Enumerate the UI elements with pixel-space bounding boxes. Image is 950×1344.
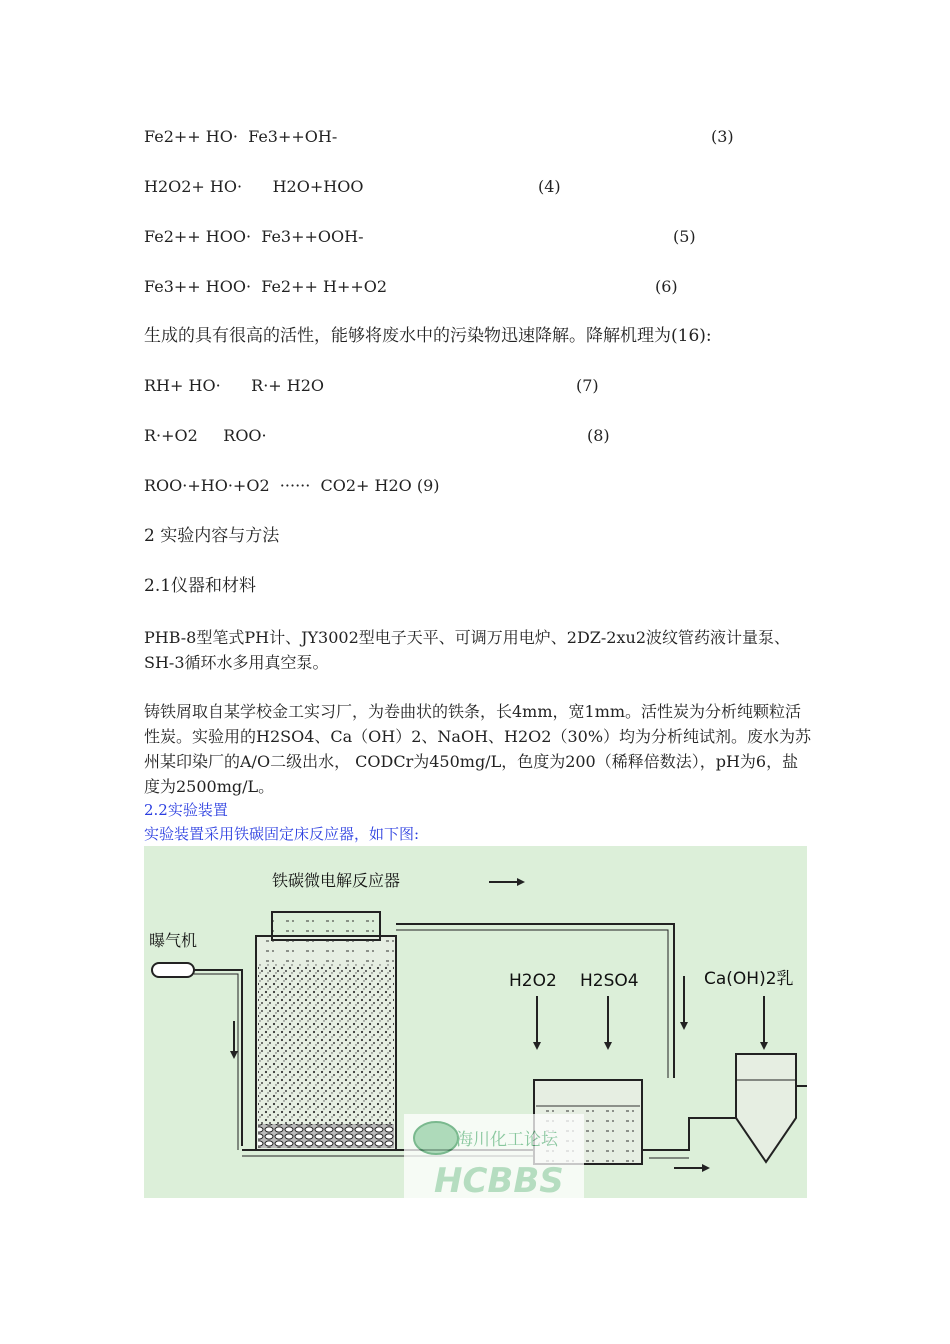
reactor-diagram — [144, 846, 807, 1198]
caoh-label: Ca(OH)2乳 — [704, 969, 794, 989]
equation-6: Fe3++ HOO· Fe2++ H++O2 — [144, 277, 388, 296]
aerator-label: 曝气机 — [149, 931, 198, 950]
equation-5-number: (5) — [673, 227, 696, 246]
aerator-icon — [152, 963, 194, 977]
materials-paragraph: 铸铁屑取自某学校金工实习厂，为卷曲状的铁条，长4mm，宽1mm。活性炭为分析纯颗粒活性炭。实验用的H2SO4、Ca（OH）2、NaOH、H2O2（30%）均为分析纯试剂。废水为苏州某印染厂的A/O二级出水， CODCr为450mg/L，色度为200（稀释倍数法），pH为6，盐度为2500mg/L。 — [144, 702, 812, 796]
watermark-en: HCBBS — [434, 1161, 564, 1198]
section-2-1-heading: 2.1仪器和材料 — [144, 576, 257, 596]
gravel-layer — [258, 1124, 394, 1148]
mechanism-intro: 生成的具有很高的活性，能够将废水中的污染物迅速降解。降解机理为(16): — [144, 326, 712, 346]
equation-7-number: (7) — [576, 376, 599, 395]
iron-carbon-filler — [258, 964, 394, 1124]
section-2-2-heading: 2.2实验装置 — [144, 801, 228, 819]
equation-6-number: (6) — [655, 277, 678, 296]
section-2-heading: 2 实验内容与方法 — [144, 526, 280, 546]
equation-8: R·+O2 ROO· — [144, 426, 267, 445]
watermark-logo — [404, 1114, 584, 1198]
h2o2-label: H2O2 — [509, 971, 557, 991]
equation-3: Fe2++ HO· Fe3++OH- — [144, 127, 338, 146]
equation-4-number: (4) — [538, 177, 561, 196]
instruments-paragraph: PHB-8型笔式PH计、JY3002型电子天平、可调万用电炉、2DZ-2xu2波纹管药液计量泵、SH-3循环水多用真空泵。 — [144, 628, 790, 672]
reactor-label: 铁碳微电解反应器 — [272, 871, 401, 890]
equation-3-number: (3) — [711, 127, 734, 146]
watermark-cn: 海川化工论坛 — [456, 1130, 558, 1150]
equation-9: ROO·+HO·+O2 ······ CO2+ H2O (9) — [144, 476, 440, 495]
equation-7: RH+ HO· R·+ H2O — [144, 376, 325, 395]
section-2-2-text: 实验装置采用铁碳固定床反应器，如下图: — [144, 825, 420, 843]
reactor-top — [272, 912, 380, 940]
h2so4-label: H2SO4 — [580, 971, 639, 991]
equation-4: H2O2+ HO· H2O+HOO — [144, 177, 364, 196]
equation-5: Fe2++ HOO· Fe3++OOH- — [144, 227, 364, 246]
equation-8-number: (8) — [587, 426, 610, 445]
